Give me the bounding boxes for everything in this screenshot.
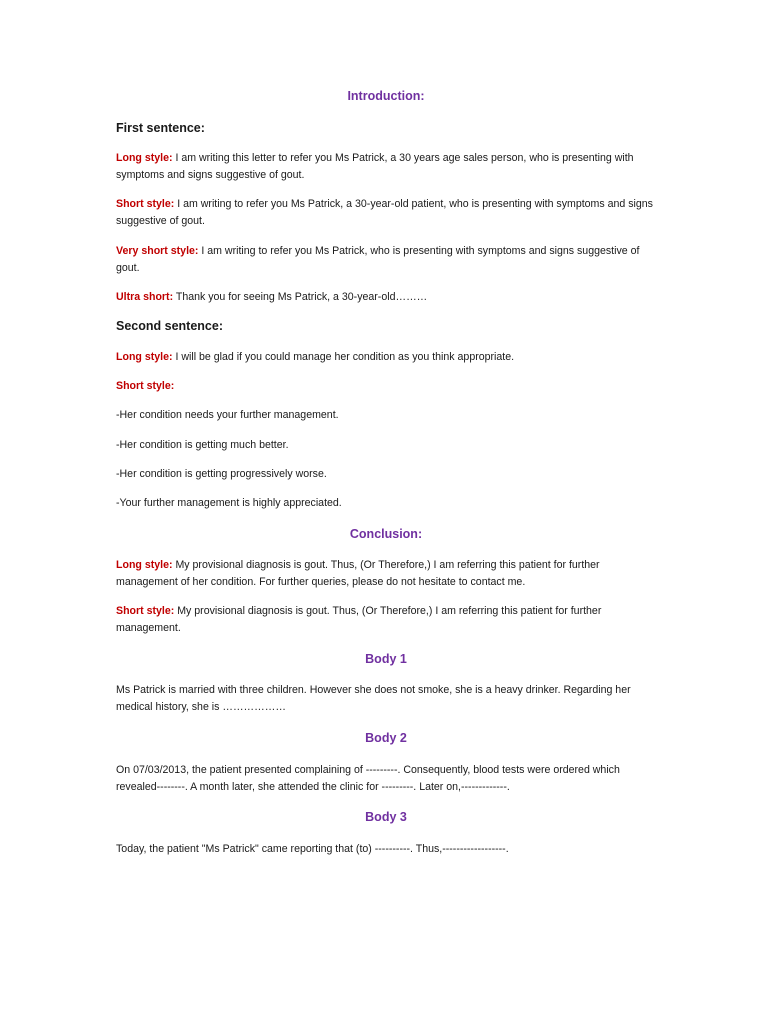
- first-sentence-heading: First sentence:: [116, 121, 205, 135]
- style-label: Short style:: [116, 380, 175, 392]
- second-sentence-short-style: [116, 378, 656, 395]
- style-text: My provisional diagnosis is gout. Thus, (Or Therefore,) I am referring this patient for further management.: [116, 605, 602, 634]
- short-style-option: -Your further management is highly appreciated.: [116, 497, 342, 509]
- style-text: I will be glad if you could manage her condition as you think appropriate.: [172, 351, 515, 363]
- body3-text: Today, the patient "Ms Patrick" came reporting that (to) ----------. Thus,------------------.: [116, 843, 509, 855]
- first-sentence-ultra-short: [116, 289, 656, 306]
- style-text: I am writing to refer you Ms Patrick, who is presenting with symptoms and signs suggestive of gout.: [116, 245, 640, 274]
- style-text: My provisional diagnosis is gout. Thus, (Or Therefore,) I am referring this patient for further management of her condition. For further queries, please do not hesitate to contact me.: [116, 559, 600, 588]
- body2-text: On 07/03/2013, the patient presented complaining of ---------. Consequently, blood tests were ordered which revealed--------. A month later, she attended the clinic for ---------. Later on,-------------.: [116, 764, 620, 793]
- style-label: Ultra short:: [116, 291, 174, 303]
- first-sentence-very-short-style: [116, 243, 656, 277]
- first-sentence-short-style: [116, 196, 656, 230]
- style-label: Short style:: [116, 198, 175, 210]
- second-sentence-long-style: [116, 349, 656, 366]
- conclusion-short-style: [116, 603, 656, 637]
- style-label: Very short style:: [116, 245, 199, 257]
- first-sentence-long-style: [116, 150, 656, 184]
- style-text: I am writing this letter to refer you Ms Patrick, a 30 years age sales person, who is presenting with symptoms and signs suggestive of gout.: [116, 152, 634, 181]
- body3-heading: Body 3: [365, 810, 407, 824]
- body2-heading: Body 2: [365, 731, 407, 745]
- body1-heading: Body 1: [365, 652, 407, 666]
- short-style-option: -Her condition is getting progressively worse.: [116, 468, 327, 480]
- short-style-option: -Her condition needs your further management.: [116, 409, 339, 421]
- conclusion-heading: Conclusion:: [349, 527, 423, 541]
- short-style-option: -Her condition is getting much better.: [116, 439, 289, 451]
- body1-text: Ms Patrick is married with three children. However she does not smoke, she is a heavy drinker. Regarding her medical history, she is ………………: [116, 684, 631, 713]
- style-text: Thank you for seeing Ms Patrick, a 30-year-old………: [173, 291, 428, 303]
- second-sentence-heading: Second sentence:: [116, 319, 223, 333]
- introduction-heading: Introduction:: [347, 89, 425, 103]
- style-label: Short style:: [116, 605, 175, 617]
- style-text: I am writing to refer you Ms Patrick, a 30-year-old patient, who is presenting with symptoms and signs suggestive of gout.: [116, 198, 653, 227]
- style-label: Long style:: [116, 152, 173, 164]
- conclusion-long-style: [116, 557, 656, 591]
- style-label: Long style:: [116, 351, 173, 363]
- style-label: Long style:: [116, 559, 173, 571]
